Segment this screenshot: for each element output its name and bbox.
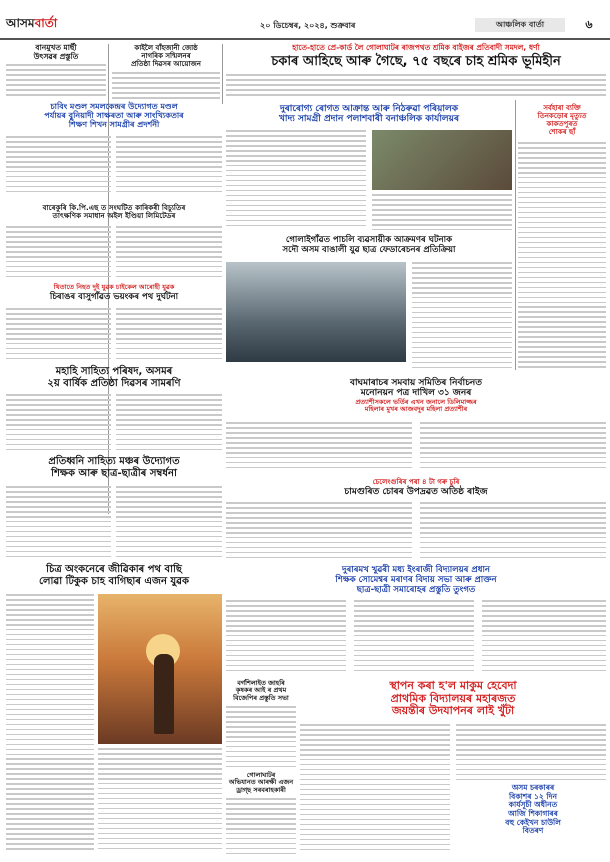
article-chirang-accident xyxy=(6,284,222,362)
article-kicker: চেলেংগুৰিৰ পৰা ৪ টা গৰু চুৰি xyxy=(372,478,460,486)
article-banmukh xyxy=(6,44,106,98)
article-body xyxy=(6,394,111,452)
article-chabing xyxy=(6,102,222,202)
article-body xyxy=(116,226,222,282)
article-kicker: থিতাতে নিহত দুই যুৱক চাইকেল আৰোহী যুৱক xyxy=(53,283,175,291)
article-body xyxy=(226,502,412,564)
page-number: ৬ xyxy=(585,18,593,31)
article-body xyxy=(226,74,606,100)
article-tikuk xyxy=(6,564,222,856)
article-title: চামগুৰিত চোৰৰ উপদ্ৰৱত অতিষ্ঠ ৰাইজ xyxy=(344,487,488,498)
lead-kicker: হাতে-হাতে প্ৰে-কাৰ্ড লৈ গোলাঘাটৰ ৰাজপথত শ্ৰমিক বাইজৰ প্ৰতিবাদী সমদল, ধৰ্ণা xyxy=(292,43,540,52)
article-title: স্থাপন কৰা হ'ল মাকুম হেবেদা প্ৰাথমিক বিদ্যালয়ৰ মহাৰজত জয়ন্তীৰ উদযাপনৰ লাই খুঁটা xyxy=(389,679,517,718)
article-body xyxy=(116,486,222,560)
article-body xyxy=(112,72,220,100)
article-body xyxy=(420,502,606,564)
section-label: আঞ্চলিক বাৰ্তা xyxy=(475,18,565,32)
article-title: দুৰাৰমখ খুৱৰী মধ্য ইংৰাজী বিদ্যালয়ৰ প্ৰধান শিক্ষক সোমেশ্বৰ মৰাণৰ বিদায় সভা আৰু প্ৰাক্তন ছাত্ৰ-ছাত্ৰী সমাৰোহৰ প্ৰস্তুতি তুংগত xyxy=(335,565,497,595)
article-body xyxy=(226,422,412,474)
article-title: চাবিং মণ্ডল সমলকেন্দ্ৰৰ উদ্যোগত মণ্ডল পৰ্যায়ৰ বুনিয়াদী সাক্ষৰতা আৰু সাংখ্যিকতাৰ শিক্ষণ শিখন সামগ্ৰীৰ প্ৰদৰ্শনী xyxy=(44,102,184,130)
article-body xyxy=(354,600,474,676)
article-title: গোলাঘাটৰ অভিযানত আৰক্ষী এজন ড্ৰাগ্ছ সৰবৰাহকাৰী xyxy=(228,771,294,794)
article-body xyxy=(300,724,450,856)
article-body xyxy=(226,706,296,770)
lead-title: চকাৰ আহিছে আৰু গৈছে, ৭৫ বছৰে চাহ শ্ৰমিক ভূমিহীন xyxy=(271,53,561,69)
article-body xyxy=(6,136,111,196)
article-title: সৰ্বহাৰা ব্যক্তি তিনকড়োৰ মৃত্যুত কাকতপুৰত শোকৰ ছাঁ xyxy=(537,104,587,137)
masthead xyxy=(0,0,610,40)
logo-accent: বাৰ্তা xyxy=(34,16,58,30)
article-tinkarhi xyxy=(518,104,606,374)
aid-distribution-photo xyxy=(372,130,512,190)
column-rule xyxy=(515,100,516,370)
article-title: কাইলৈ বাঁহজানী জোষ্ঠ নাগৰিক সন্মিলনৰ প্ৰতিষ্ঠা দিৱসৰ আয়োজন xyxy=(131,44,201,69)
article-bargashilai xyxy=(226,680,296,770)
article-body xyxy=(116,394,222,452)
article-body xyxy=(226,798,296,856)
article-pratidhwani xyxy=(6,456,222,560)
article-mahahi xyxy=(6,366,222,452)
article-body xyxy=(6,226,111,282)
article-title: চিৰাঙৰ বাসুগাঁৱত ভয়ংকৰ পথ দুৰ্ঘটনা xyxy=(49,292,179,303)
article-body xyxy=(116,308,222,362)
article-body xyxy=(6,594,94,856)
issue-date: ২০ ডিচেম্বৰ, ২০২৪, শুক্ৰবাৰ xyxy=(260,21,356,30)
painting-photo xyxy=(98,594,222,744)
article-title: চিত্ৰ অংকনেৰে জীৱিকাৰ পথ বাছি লোৱা টিকুক চাহ বাগিছাৰ এজন যুৱক xyxy=(38,564,190,587)
painting-figure xyxy=(154,654,174,734)
article-body xyxy=(6,64,106,98)
article-body xyxy=(6,486,111,560)
article-assam-govt xyxy=(460,784,606,856)
column-rule xyxy=(222,44,223,104)
article-body xyxy=(226,600,346,676)
newspaper-logo xyxy=(6,14,68,32)
article-body xyxy=(482,600,606,676)
article-title: দুৰাৰোগ্য ৰোগত আক্ৰান্ত আৰু নিঠৰুৱা পৰিয়ালক খাদ্য সামগ্ৰী প্ৰদান পলাশবাৰী বনাঞ্চলিক কাৰ্যালয়ৰ xyxy=(278,104,460,125)
article-title: গোলাইগাঁৱত পাচলি ব্যৱসায়ীক আক্ৰমণৰ ঘটনাক সদৌ অসম বাঙালী যুৱ ছাত্ৰ ফেডাৰেচনৰ প্ৰতিক্ৰিয়া xyxy=(282,235,456,255)
article-body xyxy=(420,422,606,474)
article-body xyxy=(456,724,606,784)
article-title: বাৰেকুৰি কি.পি.এছ ত সংঘটিত কাৰিকৰী বিচ্যুতিৰ তাৎক্ষণিক সমাধান অইল ইণ্ডিয়া লিমিটেডৰ xyxy=(42,203,186,221)
article-body xyxy=(6,308,111,362)
article-body xyxy=(372,194,512,234)
article-palasbari xyxy=(226,104,512,234)
article-barekuri xyxy=(6,204,222,282)
article-duramakh xyxy=(226,566,606,676)
article-body xyxy=(518,142,606,374)
article-chamaguri xyxy=(226,478,606,564)
article-title: মহাহি সাহিত্য পৰিষদ, অসমৰ ২য় বাৰ্ষিক প্ৰতিষ্ঠা দিৱসৰ সামৰণি xyxy=(47,366,181,389)
article-golaghat-drugs xyxy=(226,772,296,856)
article-body xyxy=(98,748,222,856)
article-title: বাঘমাৰাচৰ সমবায় সমিতিৰ নিৰ্বাচনত মনোনয়ন পত্ৰ দাখিল ৩১ জনৰ xyxy=(349,378,483,399)
lead-story xyxy=(226,44,606,100)
group-photo xyxy=(226,262,406,362)
article-baghmara xyxy=(226,378,606,474)
article-title: প্ৰতিধ্বনি সাহিত্য মঞ্চৰ উদ্যোগত শিক্ষক আৰু ছাত্ৰ-ছাত্ৰীৰ সম্বৰ্ধনা xyxy=(48,456,180,479)
article-title: অসম চৰকাৰৰ বিকাশৰ ১২ দিন কাৰ্যসূচী অধীনত আজি শিকাগাৰৰ বহু কেইখন চাউলি বিতৰণ xyxy=(505,783,561,836)
article-subtitle: প্ৰত্যাশীসকলে ভৰ্তিৰ এখন জনালে ডিলিমাজ্জৰ মহিলাৰ মুখৰ আজবদুৰ মহিলা প্ৰত্যাশীৰ xyxy=(355,397,477,414)
logo-main: আসম xyxy=(6,16,35,30)
article-golaigaon xyxy=(226,236,512,376)
article-title: বৰ্গশিলাইত জাহৰি কৃষকৰ আই ৰ প্ৰথম বিজেপিৰ প্ৰস্তুতি সভা xyxy=(233,679,289,702)
article-banhjani xyxy=(112,44,220,100)
article-body xyxy=(412,262,512,376)
article-body xyxy=(226,130,366,234)
article-title: বানমুখত মাৰ্ছী উৎসৱৰ প্ৰস্তুতি xyxy=(33,43,79,61)
article-body xyxy=(116,136,222,196)
